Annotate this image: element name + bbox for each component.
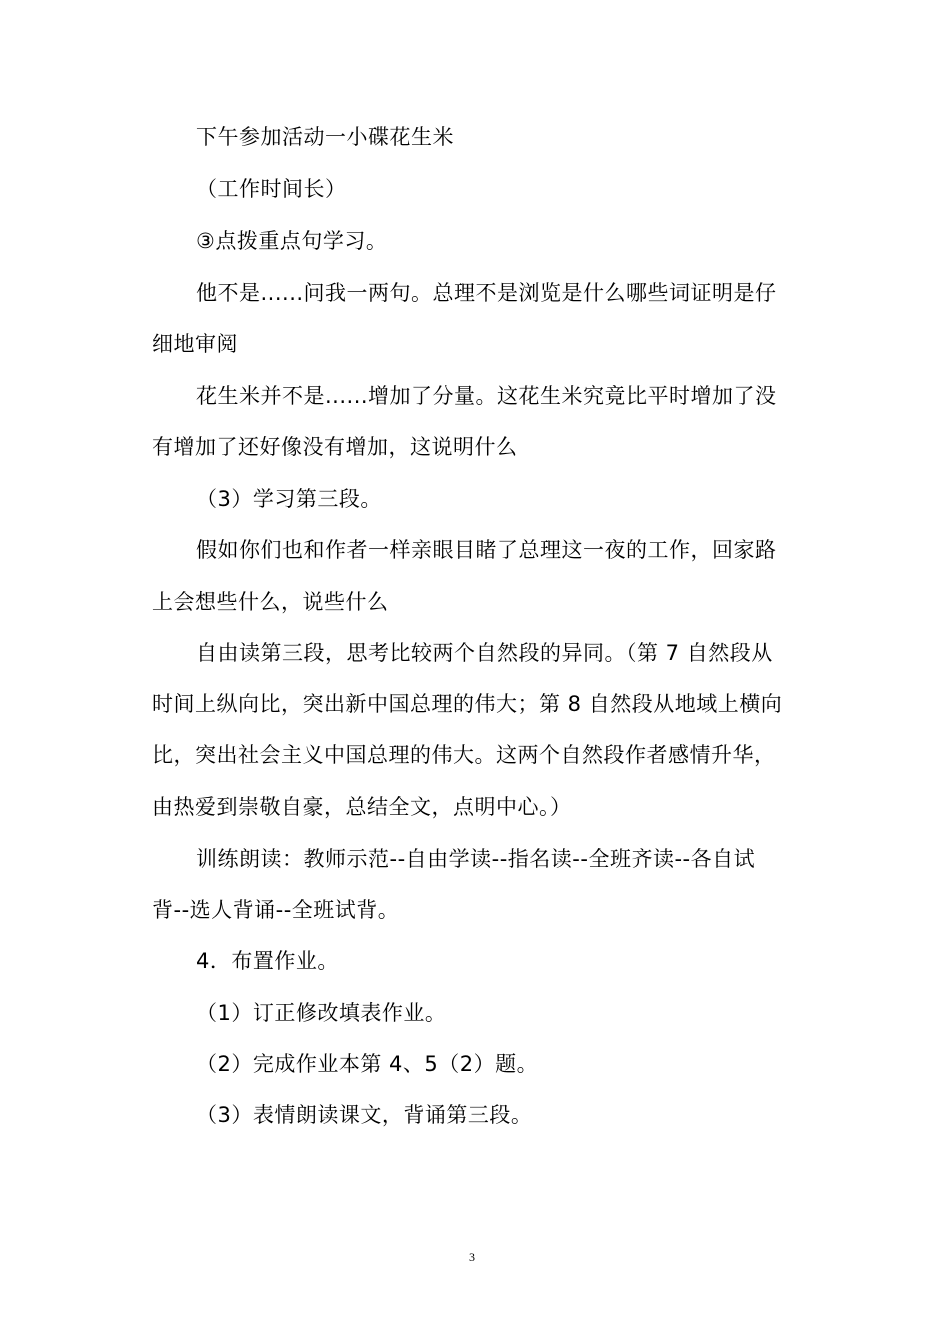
text-line: 时间上纵向比，突出新中国总理的伟大；第 8 自然段从地域上横向: [152, 692, 783, 716]
text-line: ③点拨重点句学习。: [196, 229, 388, 253]
text-line: 训练朗读：教师示范--自由学读--指名读--全班齐读--各自试: [196, 847, 756, 871]
section-heading: （3）学习第三段。: [196, 487, 382, 511]
text-line: 花生米并不是......增加了分量。这花生米究竟比平时增加了没: [196, 384, 777, 408]
list-item: （3）表情朗读课文，背诵第三段。: [196, 1103, 533, 1127]
list-item: （2）完成作业本第 4、5（2）题。: [196, 1052, 539, 1076]
text-line: 假如你们也和作者一样亲眼目睹了总理这一夜的工作，回家路: [196, 538, 777, 562]
section-heading: 4．布置作业。: [196, 949, 339, 973]
text-line: 比，突出社会主义中国总理的伟大。这两个自然段作者感情升华，: [152, 743, 776, 767]
text-line: 有增加了还好像没有增加，这说明什么: [152, 435, 518, 459]
text-line: 自由读第三段，思考比较两个自然段的异同。（第 7 自然段从: [196, 641, 773, 665]
text-line: 上会想些什么，说些什么: [152, 590, 389, 614]
text-line: 背--选人背诵--全班试背。: [152, 898, 400, 922]
text-line: （工作时间长）: [196, 177, 347, 201]
page-number: 3: [469, 1250, 475, 1264]
list-item: （1）订正修改填表作业。: [196, 1001, 447, 1025]
text-line: 由热爱到崇敬自豪，总结全文，点明中心。）: [152, 795, 572, 819]
text-line: 下午参加活动一小碟花生米: [196, 125, 454, 149]
text-line: 他不是......问我一两句。总理不是浏览是什么哪些词证明是仔: [196, 281, 777, 305]
text-line: 细地审阅: [152, 332, 238, 356]
